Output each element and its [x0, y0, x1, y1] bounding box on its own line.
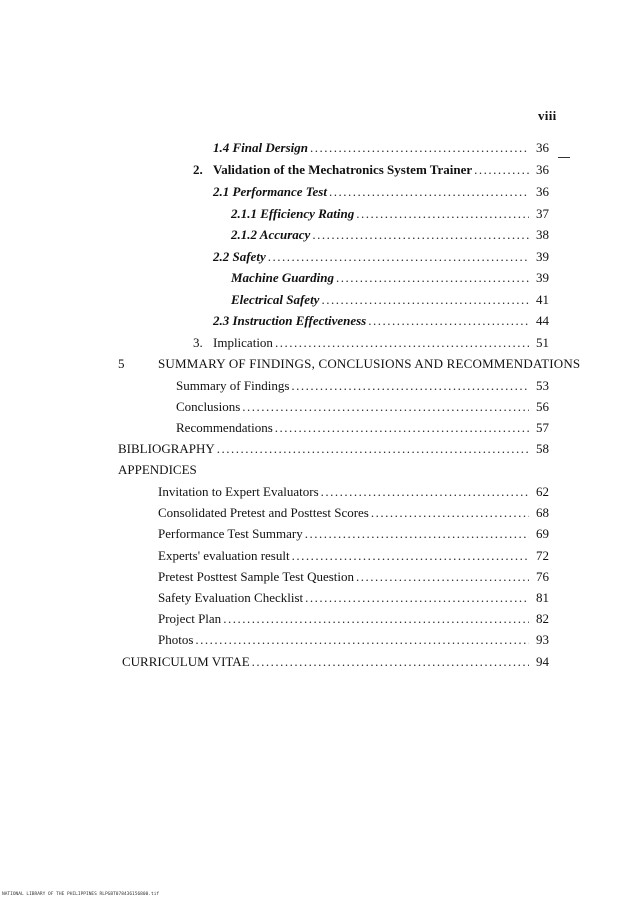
toc-entry-page: 39	[536, 249, 549, 264]
toc-entry-label: Summary of Findings	[176, 378, 290, 393]
toc-entry-photos[interactable]	[158, 632, 549, 648]
leader-dots	[321, 484, 529, 500]
toc-entry-page: 51	[536, 335, 549, 350]
leader-dots	[336, 270, 529, 286]
toc-entry-page: 93	[536, 632, 549, 647]
library-footer: NATIONAL LIBRARY OF THE PHILIPPINES RLPGBT078436156800.tif	[2, 892, 160, 897]
toc-entry-page: 57	[536, 420, 549, 435]
toc-entry-page: 53	[536, 378, 549, 393]
leader-dots	[275, 335, 529, 351]
toc-entry-page: 36	[536, 162, 549, 177]
toc-entry-pretest-posttest[interactable]	[158, 569, 549, 585]
margin-mark	[558, 157, 570, 158]
toc-entry-implication[interactable]	[193, 335, 549, 351]
leader-dots	[474, 162, 529, 178]
leader-dots	[305, 526, 529, 542]
toc-entry-label: Experts' evaluation result	[158, 548, 290, 563]
toc-entry-label: Validation of the Mechatronics System Trainer	[213, 162, 473, 177]
leader-dots	[242, 399, 529, 415]
toc-entry-label: Electrical Safety	[231, 292, 320, 307]
leader-dots	[291, 378, 529, 394]
toc-entry-project-plan[interactable]	[158, 611, 549, 627]
toc-entry-page: 58	[536, 441, 549, 456]
leader-dots	[329, 184, 529, 200]
leader-dots	[310, 140, 529, 156]
toc-entry-invitation[interactable]	[158, 484, 549, 500]
toc-entry-electrical-safety[interactable]	[231, 292, 549, 308]
toc-entry-machine-guarding[interactable]	[231, 270, 549, 286]
toc-entry-label: 2.3 Instruction Effectiveness	[213, 313, 367, 328]
toc-entry-page: 82	[536, 611, 549, 626]
toc-entry-label: Performance Test Summary	[158, 526, 303, 541]
toc-entry-efficiency-rating[interactable]	[231, 206, 549, 222]
toc-entry-page: 69	[536, 526, 549, 541]
toc-entry-label: Implication	[213, 335, 273, 350]
toc-entry-page: 38	[536, 227, 549, 242]
toc-entry-safety-checklist[interactable]	[158, 590, 549, 606]
leader-dots	[305, 590, 529, 606]
leader-dots	[368, 313, 529, 329]
leader-dots	[252, 654, 529, 670]
toc-entry-page: 81	[536, 590, 549, 605]
toc-entry-curriculum-vitae[interactable]	[122, 654, 549, 670]
toc-entry-validation[interactable]	[193, 162, 549, 178]
leader-dots	[223, 611, 529, 627]
toc-entry-page: 37	[536, 206, 549, 221]
leader-dots	[321, 292, 529, 308]
toc-entry-label: 2.1.1 Efficiency Rating	[231, 206, 355, 221]
toc-entry-page: 68	[536, 505, 549, 520]
toc-entry-label: 2.2 Safety	[213, 249, 266, 264]
toc-entry-safety[interactable]	[213, 249, 549, 265]
toc-entry-bibliography[interactable]	[118, 441, 549, 457]
toc-entry-label: Pretest Posttest Sample Test Question	[158, 569, 355, 584]
toc-entry-accuracy[interactable]	[231, 227, 549, 243]
toc-entry-label: Safety Evaluation Checklist	[158, 590, 304, 605]
toc-entry-page: 62	[536, 484, 549, 499]
toc-entry-label: Machine Guarding	[231, 270, 334, 285]
leader-dots	[268, 249, 529, 265]
toc-entry-label: Consolidated Pretest and Posttest Scores	[158, 505, 369, 520]
toc-entry-page: 72	[536, 548, 549, 563]
toc-entry-label: BIBLIOGRAPHY	[118, 441, 215, 456]
toc-entry-performance-summary[interactable]	[158, 526, 549, 542]
toc-entry-recommendations[interactable]	[176, 420, 549, 436]
toc-entry-summary-of-findings[interactable]	[176, 378, 549, 394]
leader-dots	[371, 505, 529, 521]
leader-dots	[356, 569, 529, 585]
toc-entry-page: 41	[536, 292, 549, 307]
toc-entry-page: 39	[536, 270, 549, 285]
leader-dots	[312, 227, 529, 243]
leader-dots	[356, 206, 529, 222]
toc-entry-label: 2.1 Performance Test	[213, 184, 327, 199]
toc-entry-page: 76	[536, 569, 549, 584]
toc-entry-label: Invitation to Expert Evaluators	[158, 484, 319, 499]
toc-entry-conclusions[interactable]	[176, 399, 549, 415]
toc-entry-performance-test[interactable]	[213, 184, 549, 200]
toc-entry-label: 1.4 Final Dersign	[213, 140, 308, 155]
toc-entry-page: 36	[536, 184, 549, 199]
toc-entry-label: Photos	[158, 632, 194, 647]
toc-entry-number: 2.	[193, 162, 203, 177]
toc-entry-label: Recommendations	[176, 420, 273, 435]
toc-entry-label: CURRICULUM VITAE	[122, 654, 250, 669]
toc-entry-page: 94	[536, 654, 549, 669]
toc-entry-number: 3.	[193, 335, 203, 350]
leader-dots	[217, 441, 529, 457]
toc-entry-instruction-effectiveness[interactable]	[213, 313, 549, 329]
chapter-title[interactable]: SUMMARY OF FINDINGS, CONCLUSIONS AND RECOMMENDATIONS	[158, 356, 581, 371]
toc-entry-page: 36	[536, 140, 549, 155]
leader-dots	[275, 420, 529, 436]
toc-entry-label: 2.1.2 Accuracy	[231, 227, 311, 242]
leader-dots	[195, 632, 529, 648]
toc-entry-consolidated-scores[interactable]	[158, 505, 549, 521]
leader-dots	[292, 548, 529, 564]
appendices-heading[interactable]: APPENDICES	[118, 462, 197, 477]
toc-entry-page: 56	[536, 399, 549, 414]
page-number: viii	[538, 108, 557, 123]
toc-entry-final-design[interactable]	[213, 140, 549, 156]
toc-entry-experts-evaluation[interactable]	[158, 548, 549, 564]
toc-entry-label: Conclusions	[176, 399, 241, 414]
toc-entry-label: Project Plan	[158, 611, 222, 626]
toc-entry-page: 44	[536, 313, 549, 328]
chapter-number: 5	[118, 356, 125, 371]
